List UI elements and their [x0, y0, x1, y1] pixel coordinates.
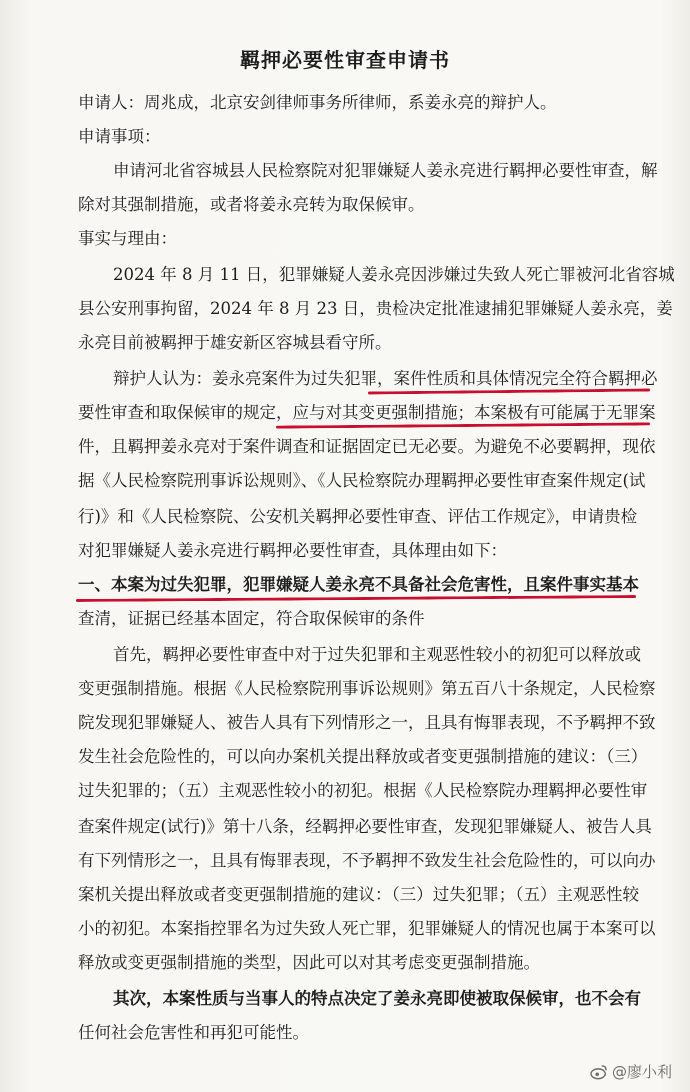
paragraph-line: 2024 年 8 月 11 日，犯罪嫌疑人姜永亮因涉嫌过失致人死亡罪被河北省容城: [113, 265, 675, 284]
paragraph-line: 任何社会危害性和再犯可能性。: [78, 1023, 309, 1042]
document-title: 羁押必要性审查申请书: [240, 48, 450, 72]
reason-heading-one-cont: 查清，证据已经基本固定，符合取保候审的条件: [78, 609, 425, 628]
paragraph-line: 过失犯罪的；（五）主观恶性较小的初犯。根据《人民检察院办理羁押必要性审: [78, 781, 648, 800]
paragraph-line: 查案件规定(试行)》第十八条，经羁押必要性审查，发现犯罪嫌疑人、被告人具: [78, 817, 652, 836]
applicant-line: 申请人：周兆成，北京安剑律师事务所律师，系姜永亮的辩护人。: [78, 93, 557, 112]
weibo-icon: [590, 1064, 608, 1080]
paragraph-line: 永亮目前被羁押于雄安新区容城县看守所。: [78, 333, 392, 352]
section-heading-facts: 事实与理由：: [78, 229, 177, 248]
paragraph-line: 有下列情形之一，且具有悔罪表现，不予羁押不致发生社会危险性的，可以向办: [78, 851, 656, 870]
paragraph-line: 除对其强制措施，或者将姜永亮转为取保候审。: [78, 195, 425, 214]
paragraph-line: 申请河北省容城县人民检察院对犯罪嫌疑人姜永亮进行羁押必要性审查，解: [113, 161, 658, 180]
watermark: [590, 1061, 672, 1082]
paragraph-line: 发生社会危险性的，可以向办案机关提出释放或者变更强制措施的建议：（三）: [78, 747, 648, 766]
reason-heading-one: 一、本案为过失犯罪，犯罪嫌疑人姜永亮不具备社会危害性，且案件事实基本: [78, 575, 639, 594]
paragraph-line: 其次，本案性质与当事人的特点决定了姜永亮即使被取保候审，也不会有: [113, 989, 641, 1008]
watermark-text: @廖小利: [611, 1063, 672, 1081]
paragraph-line: 件，且羁押姜永亮对于案件调查和证据固定已无必要。为避免不必要羁押，现依: [78, 437, 656, 456]
section-heading-application-items: 申请事项：: [78, 127, 161, 146]
paragraph-line: 变更强制措施。根据《人民检察院刑事诉讼规则》第五百八十条规定，人民检察: [78, 679, 656, 698]
paragraph-line: 辩护人认为：姜永亮案件为过失犯罪，案件性质和具体情况完全符合羁押必: [113, 369, 658, 388]
paragraph-line: 案机关提出释放或者变更强制措施的建议：（三）过失犯罪；（五）主观恶性较: [78, 885, 639, 904]
paragraph-line: 要性审查和取保候审的规定，应与对其变更强制措施；本案极有可能属于无罪案: [78, 403, 656, 422]
paragraph-line: 释放或变更强制措施的类型，因此可以对其考虑变更强制措施。: [78, 953, 540, 972]
paragraph-line: 县公安刑事拘留，2024 年 8 月 23 日，贵检决定批准逮捕犯罪嫌疑人姜永亮，姜: [78, 299, 673, 318]
paragraph-line: 据《人民检察院刑事诉讼规则》、《人民检察院办理羁押必要性审查案件规定(试: [78, 471, 646, 490]
paragraph-line: 首先，羁押必要性审查中对于过失犯罪和主观恶性较小的初犯可以释放或: [113, 645, 641, 664]
paragraph-line: 小的初犯。本案指控罪名为过失致人死亡罪，犯罪嫌疑人的情况也属于本案可以: [78, 919, 656, 938]
paragraph-line: 院发现犯罪嫌疑人、被告人具有下列情形之一，且具有悔罪表现，不予羁押不致: [78, 713, 656, 732]
paragraph-line: 行)》和《人民检察院、公安机关羁押必要性审查、评估工作规定》，申请贵检: [78, 507, 638, 526]
red-underline: [76, 595, 636, 602]
paragraph-line: 对犯罪嫌疑人姜永亮进行羁押必要性审查，具体理由如下：: [78, 541, 507, 560]
